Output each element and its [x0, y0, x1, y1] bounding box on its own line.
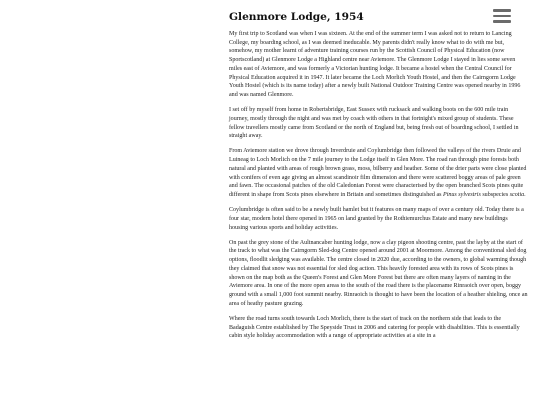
latin-name: scotia [509, 191, 525, 198]
article-paragraph: I set off by myself from home in Robertsbridge, East Sussex with rucksack and walking boots on the 600 mile train journey, mostly through the night and was met by coach with others in that fortnight's mixed group of students. These fellow travellers mostly came from Scotland or the north of England but, being fresh out of boarding school, I settled in straight away. [229, 107, 519, 140]
paragraph-text: . [524, 191, 526, 198]
article-paragraph: My first trip to Scotland was when I was sixteen. At the end of the summer term I was asked not to return to Lancing College, my boarding school, as I was deemed ineducable. My parents didn't really know what to do with me but, somehow, my mother learnt of adventure training courses run by the Scottish Council of Physical Education (now Sportscotland) at Glenmore Lodge a Highland centre near Aviemore. The Glenmore Lodge I stayed in lies some seven miles east of Aviemore, and was formerly a Victorian hunting lodge. It became a hostel when the Central Council for Physical Education acquired it in 1947. It later became the Loch Morlich Youth Hostel, and then the Cairngorm Lodge Youth Hostel (which is its name today) after a newly built National Outdoor Training Centre was opened nearby in 1996 and was named Glenmore. [229, 31, 521, 98]
article-paragraph: On past the grey stone of the Aultnancaber hunting lodge, now a clay pigeon shooting centre, past the layby at the start of the track to what was the Cairngorm Sled-dog Centre opened around 2001 at Moormore. Among the conventional sled dog options, floodlit sledging was available. The centre closed in 2020 due, according to the owners, to global warming though they claimed that snow was not essential for sled dog action. This heavily forested area with its rows of Scots pines is shown on the map both as the Queen's Forest and Glen More Forest but there are often many layers of naming in the Aviemore area. In one of the more open areas to the south of the road there is the placename Rinraoich over open, boggy ground with a small 1,000 foot summit nearby. Rinraoich is thought to have been the location of a heather shieling, once an area of heathy pasture grazing. [229, 239, 528, 307]
article [229, 11, 528, 348]
latin-name: Pinus sylvestris [443, 191, 481, 198]
article-paragraph [229, 147, 528, 199]
page-title: Glenmore Lodge, 1954 [229, 11, 364, 23]
paragraph-text: subspecies [480, 191, 510, 198]
article-paragraph: Coylumbridge is often said to be a newly built hamlet but it features on many maps of over a century old. Today there is a four star, modern hotel there opened in 1965 on land granted by the Rothiemurchus Estate and many new buildings housing various sports and holiday activities. [229, 207, 524, 231]
paragraph-text: From Aviemore station we drove through Inverdruie and Coylumbridge then followed the valleys of the rivers Druie and Luineag to Loch Morlich on the 7 mile journey to the Lodge itself in Glen More. The road ran through pine forests both natural and planted with areas of rough brown grass, moss, bilberry and heather. Some of the drier parts were close planted with conifers of even age giving an almost scandinoir film dimension and there were scattered boggy areas of pale green and fawn. The occasional patches of the old Caledonian Forest were characterised by the open branched Scots pines quite different in shape from Scots pines elsewhere in Britain and sometimes distinguished as [229, 148, 527, 198]
article-paragraph: Where the road turns south towards Loch Morlich, there is the start of track on the northern side that leads to the Badaguish Centre established by The Speyside Trust in 2006 and catering for people with disabilities. This is essentially cabin style holiday accommodation with a range of appropriate activities at a site in a [229, 315, 520, 340]
